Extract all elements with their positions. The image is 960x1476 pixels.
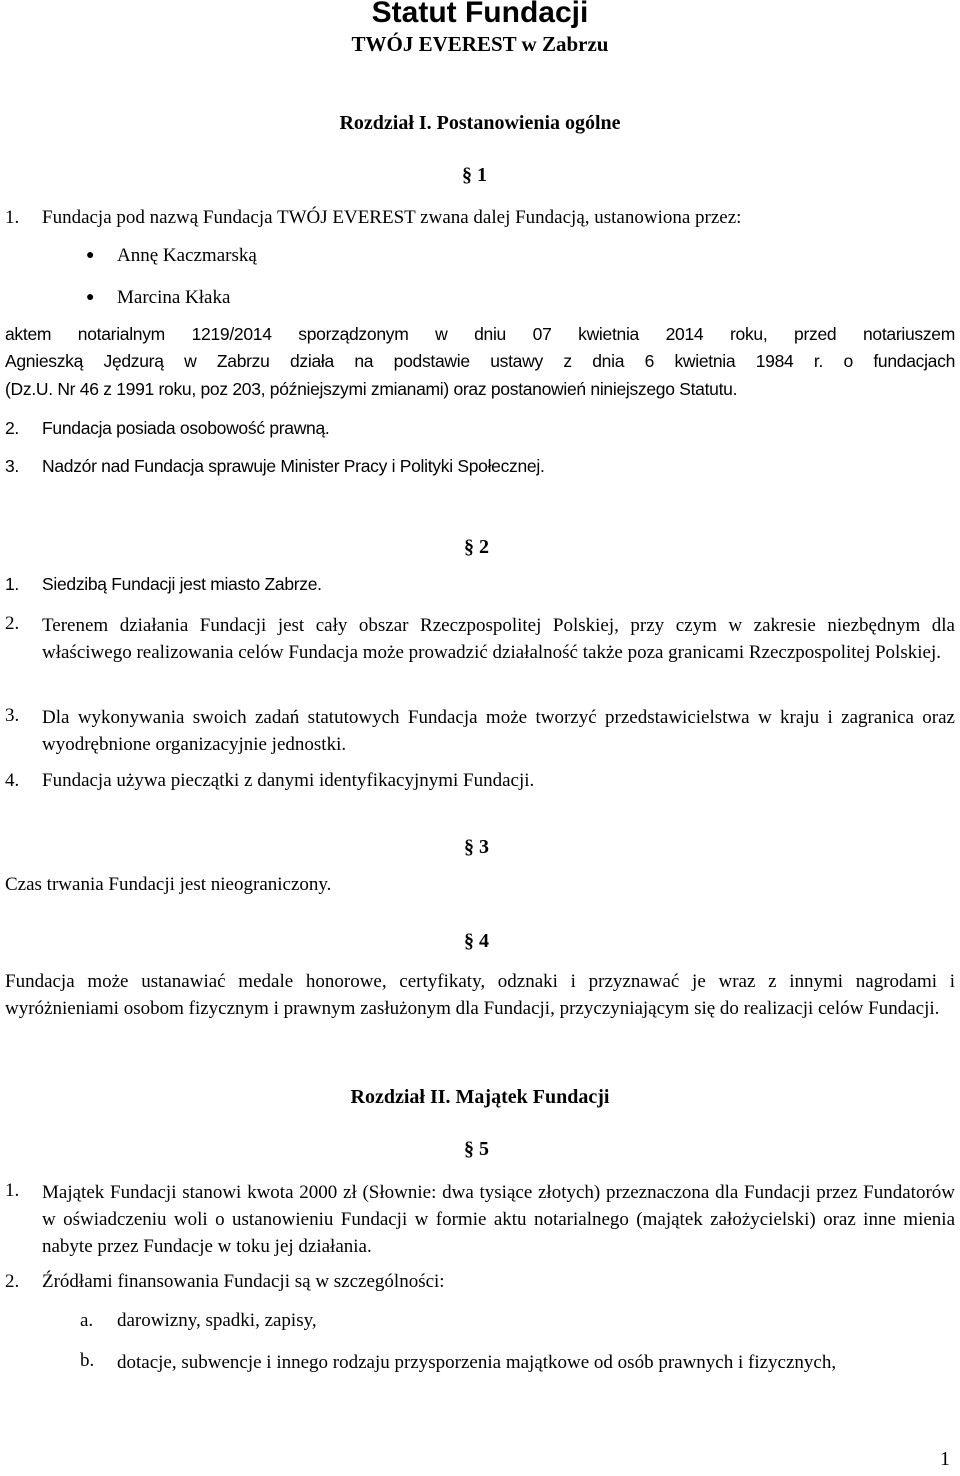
s1-p1-continuation-line-2: Agnieszką Jędzurą w Zabrzu działa na podstawie ustawy z dnia 6 kwietnia 1984 r. o fundacjach: [5, 351, 955, 371]
chapter-1-heading: Rozdział I. Postanowienia ogólne: [339, 112, 621, 134]
s1-p2-number: 2.: [5, 418, 19, 438]
section-4-label: § 4: [464, 930, 489, 952]
list-item-letter: a.: [80, 1310, 94, 1331]
list-item: dotacje, subwencje i innego rodzaju przysporzenia majątkowe od osób prawnych i fizycznych,: [117, 1352, 837, 1373]
s1-p2-text: Fundacja posiada osobowość prawną.: [42, 418, 330, 438]
founder-item: Annę Kaczmarską: [117, 245, 257, 266]
bullet-icon: ●: [86, 248, 95, 263]
s1-p3-number: 3.: [5, 456, 19, 476]
bullet-icon: ●: [86, 290, 95, 305]
section-2-label: § 2: [464, 536, 489, 558]
s2-p1-text: Siedzibą Fundacji jest miasto Zabrze.: [42, 574, 322, 594]
section-1-label: § 1: [462, 164, 487, 186]
s5-p2-text: Źródłami finansowania Fundacji są w szczególności:: [42, 1271, 445, 1292]
s2-p2-number: 2.: [5, 613, 20, 634]
s5-p1-text: Majątek Fundacji stanowi kwota 2000 zł (Słownie: dwa tysiące złotych) przeznaczona dla Fundacji przez Fundatorów w oświadczeniu woli o ustanowieniu Fundacji w formie aktu notarialnego (majątek założycielski) oraz inne mienia nabyte przez Fundacje w toku jej działania.: [42, 1182, 955, 1257]
document-title: Statut Fundacji: [371, 0, 589, 29]
founder-item: Marcina Kłaka: [117, 287, 231, 308]
s1-p1-continuation-line-3: (Dz.U. Nr 46 z 1991 roku, poz 203, późniejszymi zmianami) oraz postanowień niniejszego Statutu.: [5, 379, 738, 399]
section-5-label: § 5: [464, 1138, 489, 1160]
s4-text: Fundacja może ustanawiać medale honorowe, certyfikaty, odznaki i przyznawać je wraz z innymi nagrodami i wyróżnieniami osobom fizycznym i prawnym zasłużonym dla Fundacji, przyczyniającym się do realizacji celów Fundacji.: [5, 971, 955, 1019]
s5-p1-number: 1.: [5, 1180, 20, 1201]
s2-p4-text: Fundacja używa pieczątki z danymi identyfikacyjnymi Fundacji.: [42, 770, 535, 791]
list-item: darowizny, spadki, zapisy,: [117, 1310, 317, 1331]
s1-p1-text: Fundacja pod nazwą Fundacja TWÓJ EVEREST zwana dalej Fundacją, ustanowiona przez:: [42, 207, 742, 228]
chapter-2-heading: Rozdział II. Majątek Fundacji: [350, 1086, 610, 1108]
s2-p1-number: 1.: [5, 574, 19, 594]
s2-p4-number: 4.: [5, 770, 20, 791]
s3-text: Czas trwania Fundacji jest nieograniczony.: [5, 874, 332, 895]
s2-p3-number: 3.: [5, 705, 20, 726]
document-subtitle: TWÓJ EVEREST w Zabrzu: [351, 32, 609, 56]
s1-p1-continuation-line-1: aktem notarialnym 1219/2014 sporządzonym w dniu 07 kwietnia 2014 roku, przed notariuszem: [5, 324, 955, 344]
s2-p3-text: Dla wykonywania swoich zadań statutowych Fundacja może tworzyć przedstawicielstwa w kraju i zagranica oraz wyodrębnione organizacyjnie jednostki.: [42, 707, 955, 755]
s1-p3-text: Nadzór nad Fundacja sprawuje Minister Pracy i Polityki Społecznej.: [42, 456, 545, 476]
s1-p1-number: 1.: [5, 207, 20, 228]
section-3-label: § 3: [464, 836, 489, 858]
s2-p2-text: Terenem działania Fundacji jest cały obszar Rzeczpospolitej Polskiej, przy czym w zakresie niezbędnym dla właściwego realizowania celów Fundacja może prowadzić działalność także poza granicami Rzeczpospolitej Polskiej.: [42, 615, 955, 663]
list-item-letter: b.: [80, 1350, 95, 1371]
page-number: 1: [940, 1448, 950, 1470]
s5-p2-number: 2.: [5, 1271, 20, 1292]
